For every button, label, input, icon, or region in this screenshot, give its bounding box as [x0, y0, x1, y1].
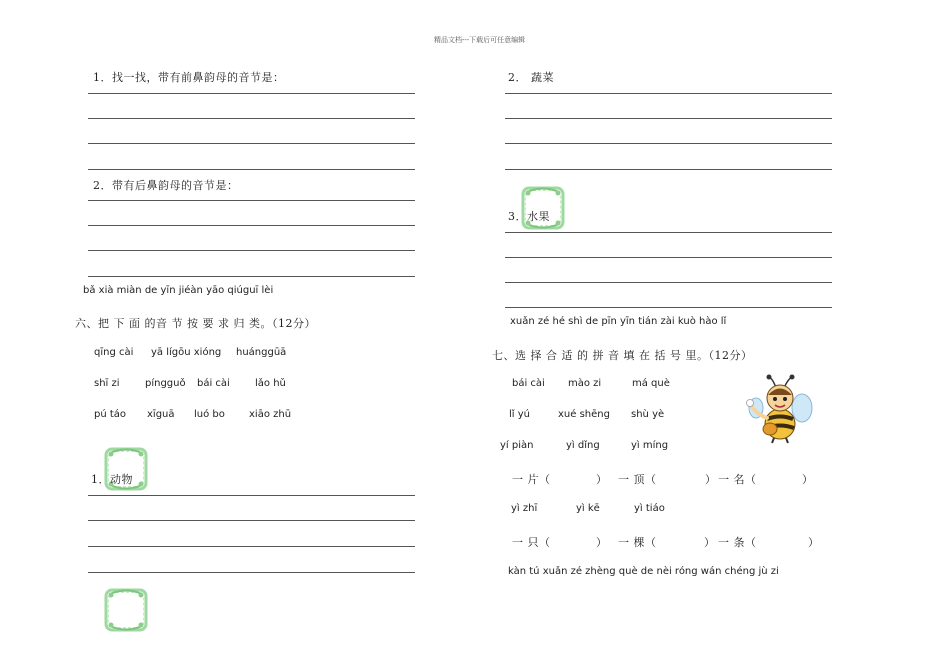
measure-word: 一 顶（ — [618, 473, 657, 486]
syllable: lǎo hǔ — [255, 378, 286, 389]
blank-close[interactable]: ） — [808, 536, 820, 549]
answer-line[interactable] — [88, 93, 415, 94]
option-word: shù yè — [631, 409, 665, 420]
category-animals: 1．动物 — [91, 473, 133, 486]
answer-line[interactable] — [88, 276, 415, 277]
option-word: mào zi — [568, 378, 602, 389]
syllable: huánggūā — [236, 347, 287, 358]
answer-line[interactable] — [88, 520, 415, 521]
section-6-pinyin-title: bǎ xià miàn de yīn jiéàn yāo qiúguī lèi — [83, 285, 274, 296]
answer-line[interactable] — [88, 546, 415, 547]
option-word: yí piàn — [500, 440, 534, 451]
blank-close[interactable]: ） — [596, 536, 608, 549]
bee-cartoon-icon — [746, 374, 814, 444]
option-word: bái cài — [512, 378, 545, 389]
answer-line[interactable] — [88, 250, 415, 251]
blank-close[interactable]: ） — [596, 473, 608, 486]
answer-line[interactable] — [505, 169, 832, 170]
syllable: luó bo — [194, 409, 225, 420]
section-6-title: 六、把 下 面 的音 节 按 要 求 归 类。（12分） — [75, 317, 316, 330]
answer-line[interactable] — [88, 118, 415, 119]
category-fruits: 3．水果 — [508, 210, 550, 223]
answer-line[interactable] — [505, 307, 832, 308]
option-word: yì zhī — [511, 503, 538, 514]
syllable: pú táo — [94, 409, 127, 420]
question-2: 2．带有后鼻韵母的音节是： — [93, 179, 239, 192]
page-header: 精品文档---下载后可任意编辑 — [434, 36, 526, 44]
option-word: lǐ yú — [509, 409, 530, 420]
measure-word: 一 只（ — [512, 536, 551, 549]
section-7-pinyin-title: xuǎn zé hé shì de pīn yīn tián zài kuò hào lǐ — [510, 316, 727, 327]
answer-line[interactable] — [88, 225, 415, 226]
answer-line[interactable] — [505, 93, 832, 94]
answer-line[interactable] — [505, 257, 832, 258]
syllable: shī zi — [94, 378, 120, 389]
section-7-title: 七、选 择 合 适 的 拼 音 填 在 括 号 里。（12分） — [492, 349, 753, 362]
option-word: má què — [632, 378, 670, 389]
answer-line[interactable] — [88, 169, 415, 170]
syllable: bái cài — [197, 378, 230, 389]
option-word: xué shēng — [558, 409, 610, 420]
answer-line[interactable] — [88, 495, 415, 496]
measure-word: 一 片（ — [512, 473, 551, 486]
answer-line[interactable] — [88, 572, 415, 573]
option-word: yì dǐng — [566, 440, 600, 451]
blank-close[interactable]: ） — [704, 536, 716, 549]
measure-word: 一 条（ — [718, 536, 757, 549]
answer-line[interactable] — [505, 143, 832, 144]
answer-line[interactable] — [505, 232, 832, 233]
syllable: yā lígōu xióng — [151, 347, 222, 358]
syllable: xiāo zhū — [249, 409, 292, 420]
option-word: yì kē — [576, 503, 600, 514]
blank-close[interactable]: ） — [705, 473, 717, 486]
blank-close[interactable]: ） — [802, 473, 814, 486]
leaf-frame-icon — [104, 588, 148, 632]
answer-line[interactable] — [88, 200, 415, 201]
option-word: yì míng — [631, 440, 669, 451]
answer-line[interactable] — [505, 118, 832, 119]
syllable: qīng cài — [94, 347, 134, 358]
measure-word: 一 名（ — [718, 473, 757, 486]
option-word: yì tiáo — [634, 503, 665, 514]
syllable: píngguǒ — [145, 378, 186, 389]
category-vegetables: 2． 蔬菜 — [508, 71, 554, 84]
syllable: xīguā — [147, 409, 175, 420]
answer-line[interactable] — [88, 143, 415, 144]
instruction-pinyin: kàn tú xuǎn zé zhèng què de nèi róng wán chéng jù zi — [508, 566, 779, 577]
answer-line[interactable] — [505, 282, 832, 283]
question-1: 1．找一找，带有前鼻韵母的音节是： — [93, 71, 285, 84]
measure-word: 一 棵（ — [618, 536, 657, 549]
